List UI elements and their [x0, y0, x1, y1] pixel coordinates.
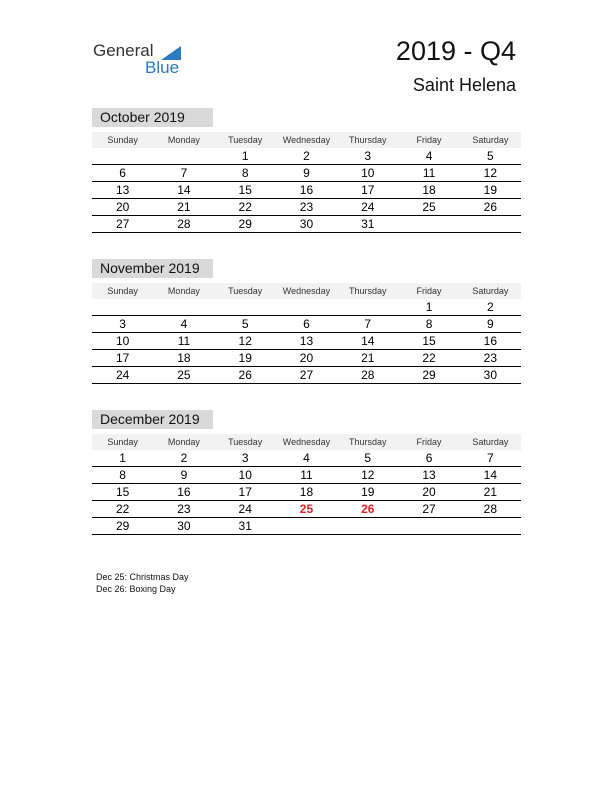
- day-cell: [337, 518, 398, 534]
- logo-blue-text: Blue: [145, 58, 180, 77]
- day-cell: 18: [177, 351, 191, 365]
- weekday-label: Tuesday: [228, 135, 263, 145]
- weekday-label: Saturday: [472, 286, 509, 296]
- weekday-label: Sunday: [107, 437, 138, 447]
- week-row: [92, 450, 521, 467]
- day-cell: 22: [115, 502, 130, 516]
- weekday-label: Wednesday: [282, 437, 331, 447]
- day-cell: 3: [364, 149, 372, 163]
- holiday-note: Dec 25: Christmas Day: [96, 572, 189, 582]
- day-cell: 17: [361, 183, 375, 197]
- day-cell: 9: [303, 166, 310, 180]
- day-cell: 20: [299, 351, 314, 365]
- day-cell: [215, 299, 276, 315]
- weekday-row: [92, 132, 521, 148]
- day-cell: 31: [361, 217, 375, 231]
- day-cell: 13: [422, 468, 436, 482]
- day-cell: 18: [422, 183, 436, 197]
- weekday-label: Sunday: [107, 135, 138, 145]
- day-cell: 29: [115, 519, 130, 533]
- day-cell: 19: [238, 351, 252, 365]
- week-row: [92, 299, 521, 316]
- weekday-row: [92, 283, 521, 299]
- day-cell: 20: [422, 485, 436, 499]
- day-cell: 29: [422, 368, 436, 382]
- day-cell: 12: [238, 334, 252, 348]
- day-cell: 30: [299, 217, 314, 231]
- day-cell: 9: [180, 468, 188, 482]
- day-cell: 14: [361, 334, 375, 348]
- weekday-label: Monday: [167, 135, 200, 145]
- day-cell: 2: [486, 300, 494, 314]
- day-cell: 24: [115, 368, 130, 382]
- week-row: [92, 518, 521, 535]
- day-cell: 23: [483, 351, 497, 365]
- day-cell: 11: [422, 166, 436, 180]
- weekday-label: Saturday: [472, 135, 509, 145]
- day-cell: 6: [303, 317, 310, 331]
- month-december: [92, 410, 521, 535]
- day-cell: 18: [299, 485, 314, 499]
- week-row: [92, 165, 521, 182]
- day-cell: 5: [241, 317, 249, 331]
- day-cell: 5: [364, 451, 372, 465]
- day-cell: 1: [425, 300, 433, 314]
- day-cell: 12: [483, 166, 497, 180]
- weekday-label: Friday: [416, 286, 442, 296]
- day-cell: 3: [119, 317, 126, 331]
- week-row: [92, 501, 521, 518]
- week-row: [92, 148, 521, 165]
- day-cell: 23: [299, 200, 314, 214]
- day-cell: 26: [361, 502, 375, 516]
- day-cell: 31: [238, 519, 252, 533]
- day-cell: 15: [422, 334, 436, 348]
- weekday-row: [92, 434, 521, 450]
- week-row: [92, 350, 521, 367]
- day-cell: 10: [361, 166, 375, 180]
- week-row: [92, 316, 521, 333]
- weekday-label: Wednesday: [282, 286, 331, 296]
- day-cell: 17: [238, 485, 252, 499]
- day-cell: 4: [303, 451, 310, 465]
- day-cell: 25: [177, 368, 191, 382]
- day-cell: [153, 148, 214, 164]
- day-cell: 2: [180, 451, 188, 465]
- day-cell: 7: [364, 317, 372, 331]
- week-row: [92, 333, 521, 350]
- day-cell: 24: [238, 502, 252, 516]
- logo: [93, 41, 193, 81]
- weekday-label: Monday: [167, 286, 200, 296]
- day-cell: 26: [238, 368, 252, 382]
- month-header: November 2019: [92, 259, 213, 278]
- week-row: [92, 199, 521, 216]
- month-november: [92, 259, 521, 384]
- weekday-label: Friday: [416, 135, 442, 145]
- day-cell: 16: [177, 485, 191, 499]
- day-cell: 29: [238, 217, 252, 231]
- holiday-note: Dec 26: Boxing Day: [96, 584, 176, 594]
- day-cell: 17: [115, 351, 130, 365]
- weekday-label: Tuesday: [228, 437, 263, 447]
- day-cell: 25: [299, 502, 314, 516]
- day-cell: [153, 299, 214, 315]
- day-cell: 10: [238, 468, 252, 482]
- day-cell: 4: [425, 149, 433, 163]
- day-cell: 27: [422, 502, 436, 516]
- day-cell: 28: [483, 502, 497, 516]
- day-cell: 5: [486, 149, 494, 163]
- day-cell: 8: [425, 317, 433, 331]
- day-cell: 12: [361, 468, 375, 482]
- day-cell: 14: [177, 183, 191, 197]
- day-cell: 9: [486, 317, 494, 331]
- day-cell: 24: [361, 200, 375, 214]
- day-cell: [92, 299, 153, 315]
- week-row: [92, 484, 521, 501]
- day-cell: 7: [486, 451, 494, 465]
- holiday-notes: [96, 571, 189, 595]
- day-cell: 6: [119, 166, 126, 180]
- logo-general-text: General: [93, 41, 154, 60]
- weekday-label: Saturday: [472, 437, 509, 447]
- day-cell: 8: [119, 468, 126, 482]
- day-cell: 15: [238, 183, 252, 197]
- day-cell: 21: [483, 485, 497, 499]
- day-cell: 16: [483, 334, 497, 348]
- day-cell: [337, 299, 398, 315]
- day-cell: 27: [115, 217, 130, 231]
- day-cell: 8: [241, 166, 249, 180]
- day-cell: 20: [115, 200, 130, 214]
- day-cell: [460, 518, 521, 534]
- week-row: [92, 216, 521, 233]
- day-cell: 1: [241, 149, 249, 163]
- day-cell: [276, 299, 337, 315]
- weekday-label: Friday: [416, 437, 442, 447]
- day-cell: 27: [299, 368, 314, 382]
- page-title: 2019 - Q4: [395, 36, 516, 66]
- day-cell: 1: [119, 451, 126, 465]
- day-cell: [460, 216, 521, 232]
- day-cell: 19: [483, 183, 497, 197]
- weekday-label: Monday: [167, 437, 200, 447]
- weekday-label: Sunday: [107, 286, 138, 296]
- day-cell: 13: [299, 334, 314, 348]
- month-october: [92, 108, 521, 233]
- day-cell: [398, 518, 459, 534]
- day-cell: 22: [422, 351, 436, 365]
- day-cell: 25: [422, 200, 436, 214]
- day-cell: 10: [115, 334, 130, 348]
- month-header: October 2019: [92, 108, 213, 127]
- day-cell: [92, 148, 153, 164]
- day-cell: 28: [361, 368, 375, 382]
- week-row: [92, 182, 521, 199]
- day-cell: 28: [177, 217, 191, 231]
- day-cell: 16: [299, 183, 314, 197]
- day-cell: 11: [177, 334, 191, 348]
- day-cell: 21: [361, 351, 375, 365]
- day-cell: 7: [180, 166, 188, 180]
- day-cell: 4: [180, 317, 188, 331]
- day-cell: 30: [483, 368, 497, 382]
- week-row: [92, 467, 521, 484]
- weekday-label: Thursday: [349, 437, 387, 447]
- day-cell: 11: [300, 468, 313, 482]
- weekday-label: Thursday: [349, 135, 387, 145]
- day-cell: [276, 518, 337, 534]
- day-cell: 19: [361, 485, 375, 499]
- day-cell: 21: [177, 200, 191, 214]
- day-cell: 22: [238, 200, 252, 214]
- weekday-label: Tuesday: [228, 286, 263, 296]
- page-subtitle: Saint Helena: [412, 75, 516, 95]
- day-cell: 23: [177, 502, 191, 516]
- weekday-label: Thursday: [349, 286, 387, 296]
- month-header: December 2019: [92, 410, 213, 429]
- day-cell: 3: [241, 451, 249, 465]
- day-cell: 30: [177, 519, 191, 533]
- day-cell: 15: [115, 485, 130, 499]
- day-cell: [398, 216, 459, 232]
- weekday-label: Wednesday: [282, 135, 331, 145]
- day-cell: 14: [483, 468, 497, 482]
- day-cell: 2: [303, 149, 310, 163]
- day-cell: 13: [115, 183, 130, 197]
- day-cell: 6: [425, 451, 433, 465]
- day-cell: 26: [483, 200, 497, 214]
- week-row: [92, 367, 521, 384]
